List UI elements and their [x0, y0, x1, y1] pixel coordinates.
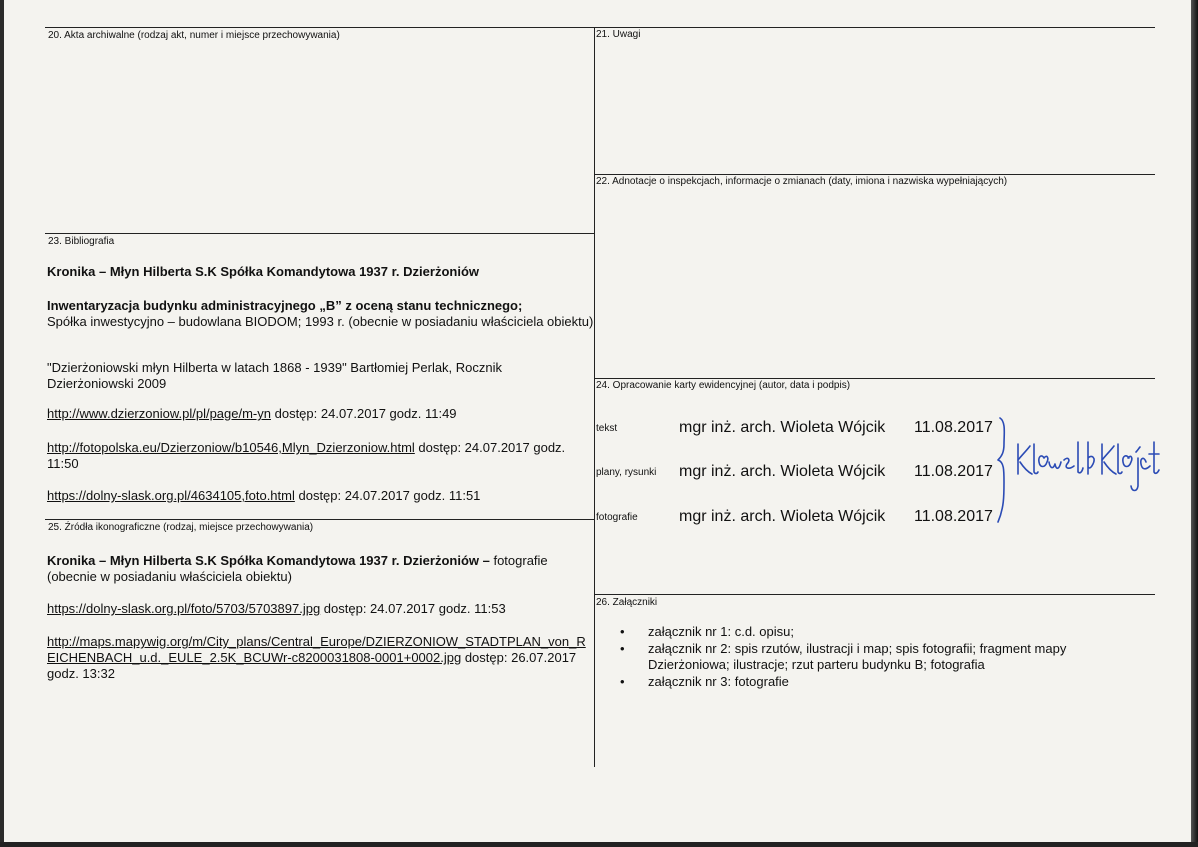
iconography-link[interactable]: http://maps.mapywig.org/m/City_plans/Central_Europe/DZIERZONIOW_STADTPLAN_von_REICHENBACH_u.d._EULE_2.5K_BCUWr-c8200031808-0001+0002.jpg [47, 634, 586, 665]
access-date: dostęp: 24.07.2017 godz. 11:49 [271, 406, 457, 421]
access-date: dostęp: 26.07.2017 godz. 13:32 [47, 650, 577, 681]
iconography-link[interactable]: https://dolny-slask.org.pl/foto/5703/5703897.jpg [47, 601, 321, 616]
rule-top-left [45, 27, 595, 28]
rule-top-right [595, 27, 1155, 28]
bullet-icon: • [620, 624, 625, 639]
bibliography-entry [47, 298, 595, 330]
section-23-label: 23. Bibliografia [48, 236, 115, 247]
rule-center-vertical [594, 27, 595, 767]
bibliography-entry [47, 264, 587, 280]
bibliography-title: Inwentaryzacja budynku administracyjnego „B” z oceną stanu technicznego; [47, 298, 523, 313]
attachment-text: załącznik nr 2: spis rzutów, ilustracji i map; spis fotografii; fragment mapy Dzierżoniowa; ilustracje; rzut parteru budynku B; fotografia [648, 641, 1067, 672]
section-24-label: 24. Opracowanie karty ewidencyjnej (autor, data i podpis) [596, 380, 851, 391]
scan-edge-right [1191, 0, 1198, 847]
author-name: mgr inż. arch. Wioleta Wójcik [679, 419, 886, 436]
iconography-title: Kronika – Młyn Hilberta S.K Spółka Komandytowa 1937 r. Dzierżoniów – [47, 553, 490, 568]
author-name: mgr inż. arch. Wioleta Wójcik [679, 508, 886, 525]
bibliography-entry [47, 440, 595, 472]
iconography-entry [47, 553, 593, 585]
scan-edge-left [0, 0, 4, 847]
author-name: mgr inż. arch. Wioleta Wójcik [679, 463, 886, 480]
section-26-label: 26. Załączniki [596, 597, 658, 608]
bullet-icon: • [620, 641, 625, 656]
access-date: dostęp: 24.07.2017 godz. 11:50 [47, 440, 566, 471]
section-22-label: 22. Adnotacje o inspekcjach, informacje o zmianach (daty, imiona i nazwiska wypełniających) [596, 176, 1008, 187]
bibliography-entry [47, 488, 593, 504]
bibliography-title: Kronika – Młyn Hilberta S.K Spółka Komandytowa 1937 r. Dzierżoniów [47, 264, 479, 279]
access-date: dostęp: 24.07.2017 godz. 11:51 [294, 488, 481, 503]
iconography-entry [47, 601, 593, 617]
section-21-label: 21. Uwagi [596, 29, 641, 40]
author-date: 11.08.2017 [914, 419, 993, 436]
rule-26 [595, 594, 1155, 595]
bibliography-link[interactable]: https://dolny-slask.org.pl/4634105,foto.html [47, 488, 295, 503]
bibliography-text: "Dzierżoniowski młyn Hilberta w latach 1868 - 1939" Bartłomiej Perlak, Rocznik Dzierżoniowski 2009 [47, 360, 503, 391]
rule-24 [595, 378, 1155, 379]
iconography-text: fotografie (obecnie w posiadaniu właściciela obiektu) [47, 553, 548, 584]
section-20-label: 20. Akta archiwalne (rodzaj akt, numer i miejsce przechowywania) [48, 30, 340, 41]
attachment-item [618, 674, 1108, 690]
attachments-list [618, 624, 1108, 691]
attachment-text: załącznik nr 3: fotografie [648, 674, 789, 689]
attachment-item [618, 641, 1108, 673]
iconography-entry [47, 634, 593, 682]
author-row-type: tekst [596, 423, 618, 434]
rule-23 [45, 233, 595, 234]
attachment-item [618, 624, 1108, 640]
rule-25 [45, 519, 595, 520]
section-25-label: 25. Źródła ikonograficzne (rodzaj, miejsce przechowywania) [48, 522, 314, 533]
author-date: 11.08.2017 [914, 508, 993, 525]
bibliography-link[interactable]: http://fotopolska.eu/Dzierzoniow/b10546,Mlyn_Dzierzoniow.html [47, 440, 415, 455]
bibliography-entry [47, 360, 587, 392]
attachment-text: załącznik nr 1: c.d. opisu; [648, 624, 794, 639]
bibliography-entry [47, 406, 593, 422]
bullet-icon: • [620, 674, 625, 689]
bibliography-link[interactable]: http://www.dzierzoniow.pl/pl/page/m-yn [47, 406, 271, 421]
handwritten-signature [992, 412, 1162, 530]
access-date: dostęp: 24.07.2017 godz. 11:53 [320, 601, 506, 616]
author-row-type: plany, rysunki [596, 467, 657, 478]
author-date: 11.08.2017 [914, 463, 993, 480]
bibliography-text: Spółka inwestycyjno – budowlana BIODOM; 1993 r. (obecnie w posiadaniu właściciela obiektu) [47, 314, 594, 329]
scan-edge-bottom [0, 842, 1198, 847]
author-row-type: fotografie [596, 512, 638, 523]
rule-22 [595, 174, 1155, 175]
